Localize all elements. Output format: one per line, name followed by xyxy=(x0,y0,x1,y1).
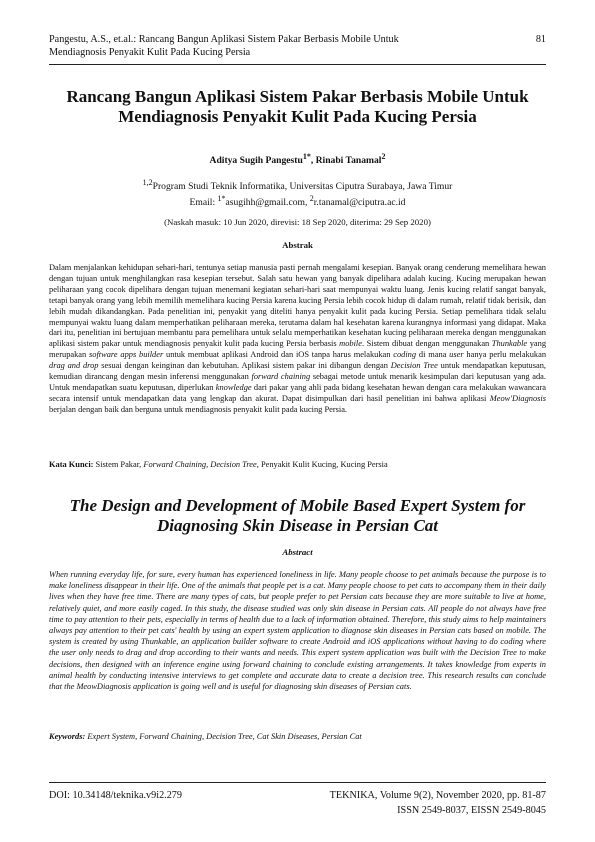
abstract-id-text: . Sistem dibuat dengan menggunakan xyxy=(361,339,492,349)
footer-divider xyxy=(49,782,546,783)
email-2-marker: 2 xyxy=(309,194,314,204)
submission-dates: (Naskah masuk: 10 Jun 2020, direvisi: 18 Sep 2020, diterima: 29 Sep 2020) xyxy=(164,217,431,227)
abstract-id-text: untuk mendapatkan keputusan, kemudian dirancang dengan mesin inferensi menggunakan xyxy=(49,361,546,382)
abstract-id-term: mobile xyxy=(339,339,362,349)
abstract-id-term: user xyxy=(449,350,464,360)
running-head xyxy=(49,33,519,59)
author-1-marker: 1* xyxy=(302,152,311,161)
abstract-id-term: coding xyxy=(393,350,417,360)
journal-citation: TEKNIKA, Volume 9(2), November 2020, pp. 81-87 xyxy=(329,790,546,801)
title-en-line-2: Diagnosing Skin Disease in Persian Cat xyxy=(156,516,439,535)
abstract-heading-english: Abstract xyxy=(282,547,313,557)
affiliation xyxy=(49,177,546,209)
title-id-line-2: Mendiagnosis Penyakit Kulit Pada Kucing Persia xyxy=(118,107,477,126)
running-head-line-1: Pangestu, A.S., et.al.: Rancang Bangun Aplikasi Sistem Pakar Berbasis Mobile Untuk xyxy=(49,34,399,45)
header-divider xyxy=(49,64,546,65)
keywords-en-text: Expert System, Forward Chaining, Decision Tree, Cat Skin Diseases, Persian Cat xyxy=(87,732,362,741)
author-list xyxy=(49,151,546,167)
keywords-english xyxy=(49,731,546,742)
keywords-indonesian xyxy=(49,459,546,470)
abstract-id-term: Decision Tree xyxy=(390,361,438,371)
keyword-term: Forward Chaining xyxy=(143,460,207,469)
keyword-text: , Penyakit Kulit Kucing, Kucing Persia xyxy=(256,460,388,469)
abstract-id-text: sesuai dengan keinginan dan kebutuhan. Aplikasi sistem pakar ini dibangun dengan xyxy=(98,361,391,371)
doi-link[interactable]: DOI: 10.34148/teknika.v9i2.279 xyxy=(49,790,182,801)
keyword-term: Decision Tree xyxy=(210,460,257,469)
email-line xyxy=(49,193,546,209)
affiliation-line xyxy=(49,177,546,193)
author-name-1: Aditya Sugih Pangestu xyxy=(209,155,303,167)
issn-line: ISSN 2549-8037, EISSN 2549-8045 xyxy=(397,805,546,816)
author-separator: , xyxy=(310,155,316,167)
affiliation-marker: 1,2 xyxy=(142,178,153,187)
keyword-text: Sistem Pakar, xyxy=(95,460,144,469)
keyword-text: , xyxy=(206,460,211,469)
abstract-id-term: Meow'Diagnosis xyxy=(489,393,546,403)
abstract-id-text: yang merupakan xyxy=(49,339,547,360)
abstract-id-text: untuk membuat aplikasi Android dan iOS tanpa harus melakukan xyxy=(163,350,394,360)
abstract-id-text: berjalan dengan baik dan berguna untuk mendiagnosis penyakit kulit pada kucing Persia. xyxy=(49,404,348,414)
abstract-heading-indonesian: Abstrak xyxy=(282,240,313,250)
abstract-indonesian xyxy=(49,263,546,416)
title-en-line-1: The Design and Development of Mobile Based Expert System for xyxy=(69,496,526,515)
abstract-id-term: drag and drop xyxy=(49,361,99,371)
email-2: r.tanamal@ciputra.ac.id xyxy=(313,197,406,209)
abstract-id-term: knowledge xyxy=(215,382,252,392)
keywords-en-label: Keywords: xyxy=(49,732,88,741)
author-2-marker: 2 xyxy=(381,152,386,161)
affiliation-text: Program Studi Teknik Informatika, Universitas Ciputra Surabaya, Jawa Timur xyxy=(152,181,453,193)
page-number: 81 xyxy=(535,34,546,45)
email-1: asugihh@gmail.com, xyxy=(225,197,310,209)
abstract-id-term: forward chaining xyxy=(251,372,311,382)
keywords-id-label: Kata Kunci: xyxy=(49,460,96,469)
paper-title-english xyxy=(49,496,546,536)
abstract-id-text: di mana xyxy=(416,350,450,360)
abstract-id-text: sebagai metode untuk menarik kesimpulan dari keputusan yang ada. Untuk mendapatkan suatu keputusan, diperlukan xyxy=(49,372,546,392)
email-label: Email: xyxy=(189,197,218,209)
abstract-english: When running everyday life, for sure, every human has experienced loneliness in life. Many people choose to pet animals because the purpose is to make loneliness disappear in their life. One of the animals that people pet is a cat. Many people choose to pet cats to accompany them in their daily lives when they have free time. There are many types of cats, but people prefer to pet Persian cats because they are more suitable to live at home, relatively quiet, and more easily caged. In this study, the disease studied was only skin disease in Persian cats. All people do not always have free time to pay attention to their pets, especially in terms of health due to a lack of information obtained. Therefore, this study aims to help maintainers always pay attention to their pet cats' health by using an expert system application to diagnose skin diseases in Persian cats based on mobile. The system is created by using Thunkable, an application builder software to create Android and iOS applications without having to do coding where the user only needs to drag and drop according to their wants and needs. This expert system application was built with the Decision Tree to make decisions, then designed with an inference engine using forward chaining to conclude existing arrangements. It takes knowledge from experts in animal health by conducting intensive interviews to get complete and accurate data to create a decision tree. This research results can conclude that the MeowDiagnosis application is going well and is useful for diagnosing skin diseases of Persian cats. xyxy=(49,570,546,692)
abstract-id-text: Dalam menjalankan kehidupan sehari-hari, tentunya setiap manusia pasti pernah mengalami kesepian. Banyak orang cenderung memelihara hewan dengan tujuan untuk menghilangkan rasa kesepian tersebut. Salah satu hewan yang banyak dipelihara adalah kucing. Kucing merupakan hewan peliharaan yang cocok dipelihara dengan tujuan menemani kegiatan sehari-hari saat mempunyai waktu luang. Jenis kucing relatif sangat banyak, tetapi banyak orang yang lebih memilih memelihara kucing Persia karena kucing Persia lebih cocok hidup di dalam rumah, relatif tidak berisik, dan lebih mudah dikandangkan. Pada penelitian ini, penyakit yang diteliti hanya penyakit kulit pada kucing Persia. Setiap pemelihara tidak selalu mempunyai waktu luang dalam memperhatikan peliharaan mereka, terutama dalam hal kesehatan karena kurangnya informasi yang didapat. Maka dari itu, penelitian ini bertujuan membantu para pemelihara untuk selalu memperhatikan kesehatan kucing peliharaan mereka dengan menggunakan aplikasi sistem pakar untuk mendiagnosis penyakit kulit pada kucing Persia berbasis xyxy=(49,263,546,349)
title-id-line-1: Rancang Bangun Aplikasi Sistem Pakar Berbasis Mobile Untuk xyxy=(66,87,529,106)
running-head-line-2: Mendiagnosis Penyakit Kulit Pada Kucing Persia xyxy=(49,47,251,58)
abstract-id-term: Thunkable xyxy=(491,339,528,349)
email-1-marker: 1* xyxy=(217,194,226,204)
paper-title-indonesian xyxy=(49,87,546,127)
abstract-id-term: software apps builder xyxy=(89,350,164,360)
abstract-id-text: hanya perlu melakukan xyxy=(463,350,547,360)
author-name-2: Rinabi Tanamal xyxy=(315,155,382,167)
abstract-id-text: dari pakar yang ahli pada bidang kesehatan hewan dengan cara melakukan wawancara secara intensif untuk mendapatkan data yang lengkap dan akurat. Dapat disimpulkan dari hasil penelitian ini bahwa aplikasi xyxy=(49,382,546,403)
